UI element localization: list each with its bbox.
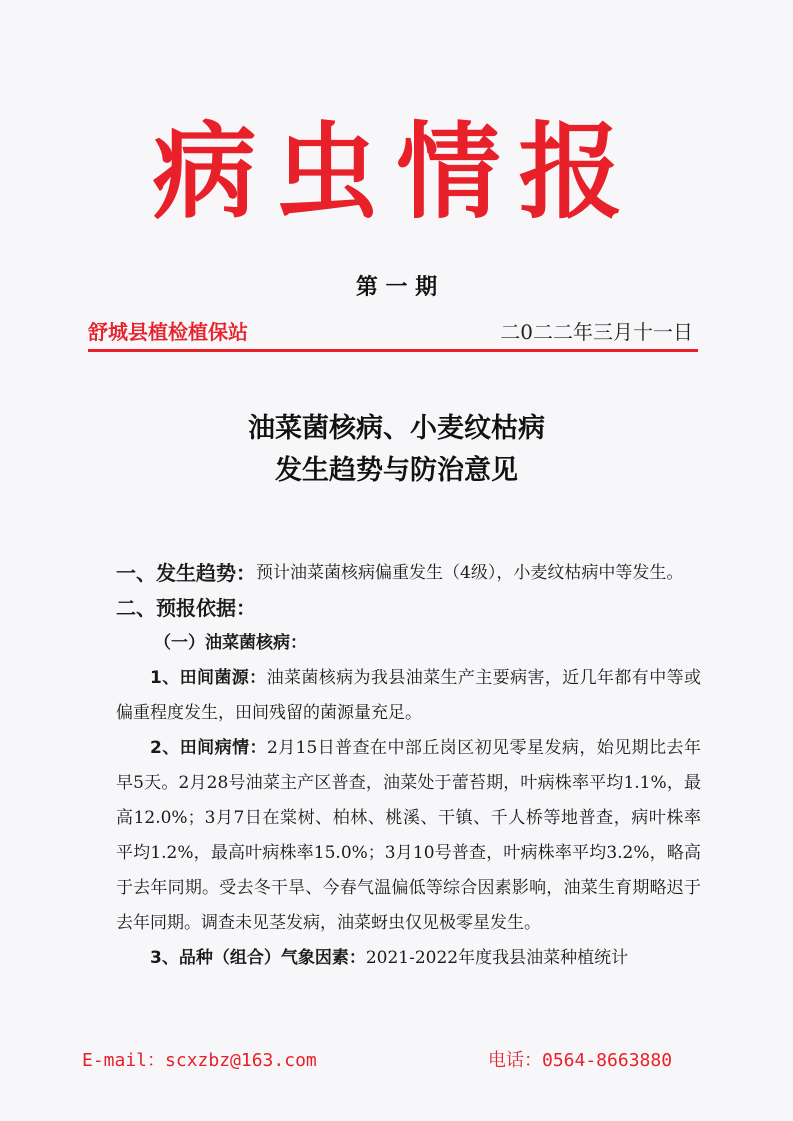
masthead-title: 病虫情报 <box>152 111 641 233</box>
issue-date: 二0二二年三月十一日 <box>500 320 693 344</box>
header-divider <box>88 349 698 352</box>
title-line-2: 发生趋势与防治意见 <box>275 455 518 486</box>
trend-text: 预计油菜菌核病偏重发生（4级），小麦纹枯病中等发生。 <box>256 563 684 583</box>
paragraph-text: 油菜菌核病为我县油菜生产主要病害，近几年都有中等或偏重程度发生，田间残留的菌源量充足。 <box>116 668 701 723</box>
issue-number: 第 一 期 <box>355 275 438 300</box>
title-line-1: 油菜菌核病、小麦纹枯病 <box>248 413 545 444</box>
paragraph-lead: 1、田间菌源： <box>150 668 267 688</box>
trend-section <box>116 556 701 591</box>
paragraph-lead: 3、品种（组合）气象因素： <box>150 948 366 968</box>
footer-phone: 电话：0564-8663880 <box>488 1050 673 1071</box>
issuer-name: 舒城县植检植保站 <box>88 320 248 344</box>
document-body <box>116 556 701 976</box>
paragraph-variety-weather <box>116 941 701 976</box>
paragraph-lead: 2、田间病情： <box>150 738 267 758</box>
paragraph-text: 2月15日普查在中部丘岗区初见零星发病，始见期比去年早5天。2月28号油菜主产区普查，油菜处于蕾苔期，叶病株率平均1.1%，最高12.0%；3月7日在棠树、柏林、桃溪、干镇、千人桥等地普查，病叶株率平均1.2%，最高叶病株率15.0%；3月10号普查，叶病株率平均3.2%，略高于去年同期。受去冬干旱、今春气温偏低等综合因素影响，油菜生育期略迟于去年同期。调查未见茎发病，油菜蚜虫仅见极零星发生。 <box>116 738 701 933</box>
paragraph-field-condition <box>116 731 701 941</box>
subsection-heading: （一）油菜菌核病： <box>154 633 307 653</box>
footer-email: E-mail：scxzbz@163.com <box>82 1050 317 1071</box>
paragraph-field-source <box>116 661 701 731</box>
trend-heading: 一、发生趋势： <box>116 561 256 585</box>
paragraph-text: 2021-2022年度我县油菜种植统计 <box>365 948 629 968</box>
basis-heading: 二、预报依据： <box>116 596 256 620</box>
document-title <box>0 408 793 492</box>
